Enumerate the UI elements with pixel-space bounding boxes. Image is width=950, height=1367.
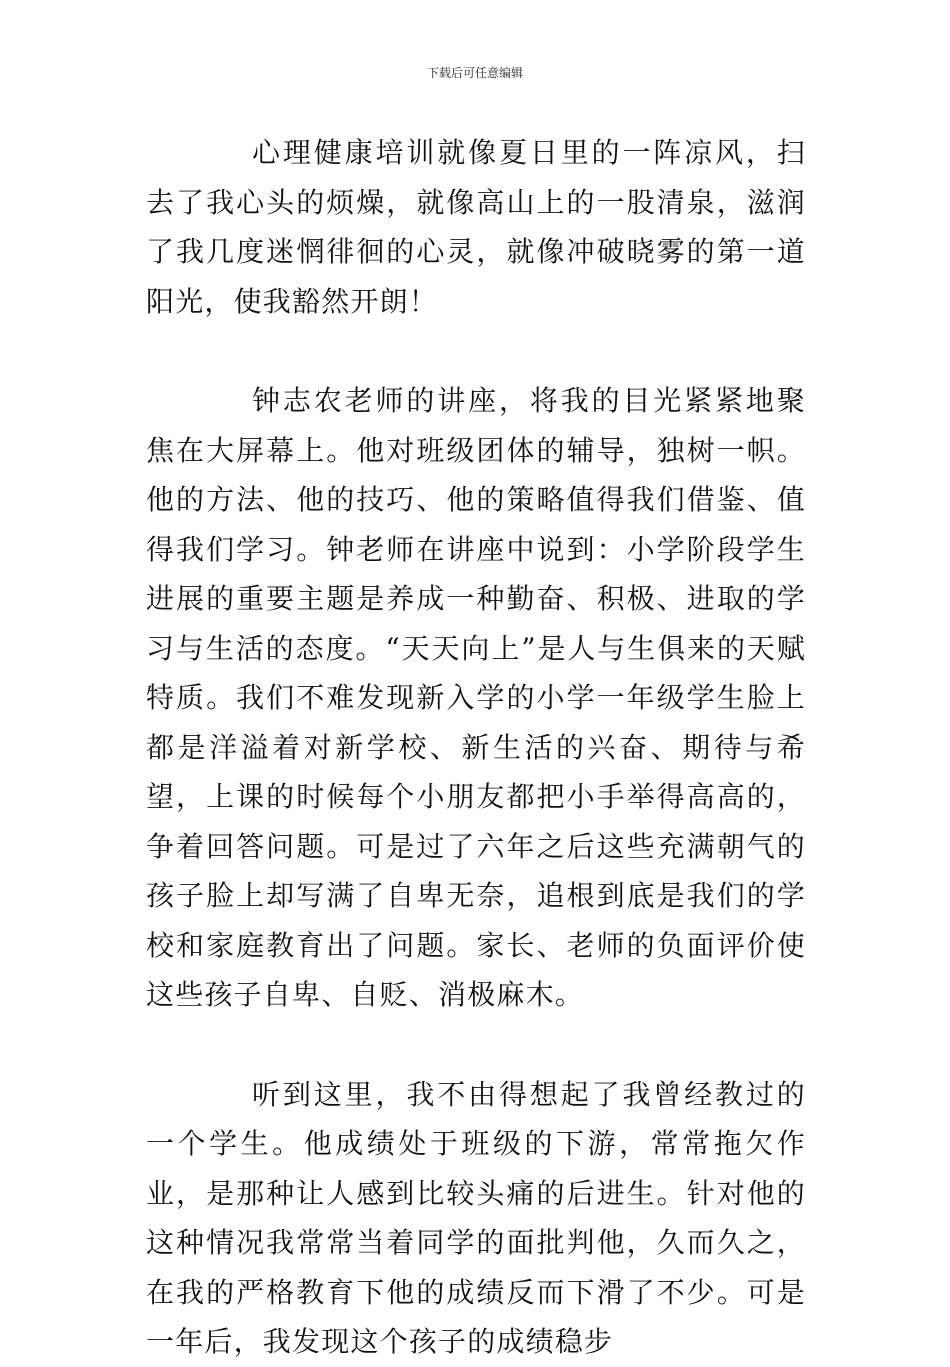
page-header-note: 下载后可任意编辑 [426,66,523,80]
paragraph-2: 钟志农老师的讲座，将我的目光紧紧地聚焦在大屏幕上。他对班级团体的辅导，独树一帜。他的方法、他的技巧、他的策略值得我们借鉴、值得我们学习。钟老师在讲座中说到：小学阶段学生进展的重要主题是养成一种勤奋、积极、进取的学习与生活的态度。“天天向上”是人与生俱来的天赋特质。我们不难发现新入学的小学一年级学生脸上都是洋溢着对新学校、新生活的兴奋、期待与希望，上课的时候每个小朋友都把小手举得高高的，争着回答问题。可是过了六年之后这些充满朝气的孩子脸上却写满了自卑无奈，追根到底是我们的学校和家庭教育出了问题。家长、老师的负面评价使这些孩子自卑、自贬、消极麻木。 [146,384,806,1011]
paragraph-3: 听到这里，我不由得想起了我曾经教过的一个学生。他成绩处于班级的下游，常常拖欠作业，是那种让人感到比较头痛的后进生。针对他的这种情况我常常当着同学的面批判他，久而久之，在我的严格教育下他的成绩反而下滑了不少。可是一年后，我发现这个孩子的成绩稳步 [146,1077,806,1358]
paragraph-1: 心理健康培训就像夏日里的一阵凉风，扫去了我心头的烦燥，就像高山上的一股清泉，滋润了我几度迷惘徘徊的心灵，就像冲破晓雾的第一道阳光，使我豁然开朗！ [146,136,806,318]
document-body [146,128,806,1367]
